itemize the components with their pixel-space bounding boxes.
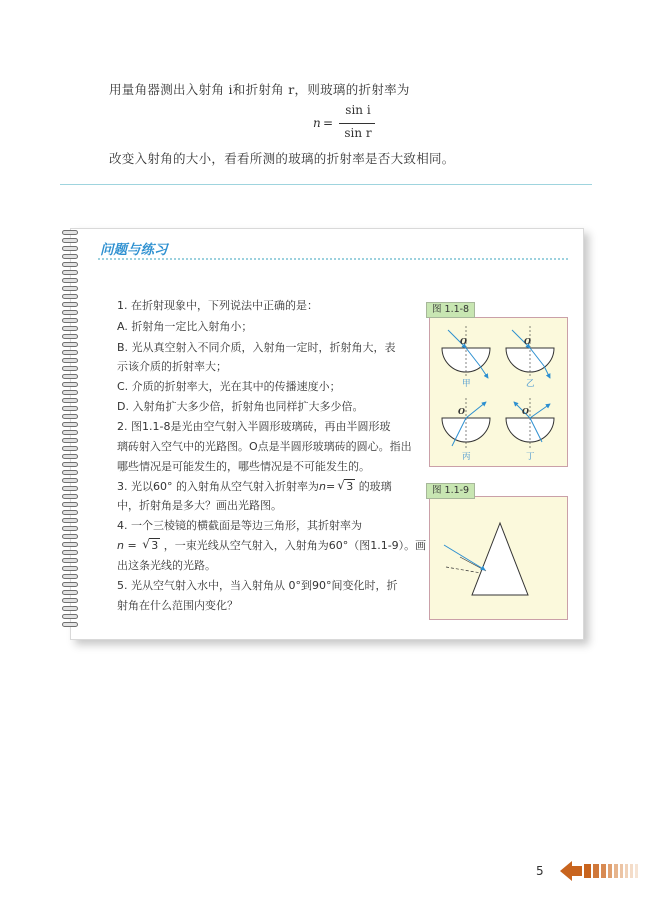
spiral-ring [62,502,78,507]
question-4-line-2 [117,537,426,553]
spiral-ring [62,614,78,619]
q3-radicand: 3 [346,480,354,493]
section-divider [60,184,592,185]
spiral-ring [62,526,78,531]
question-line: 示该介质的折射率大； [117,360,227,373]
q3-text-after: 的玻璃 [358,480,392,493]
question-line: 璃砖射入空气中的光路图。O点是半圆形玻璃砖的圆心。指出 [117,440,412,453]
intro-text-line-2: 改变入射角的大小，看看所测的玻璃的折射率是否大致相同。 [109,151,455,166]
diagram-bing [442,398,490,462]
center-label-o: O [524,336,531,346]
spiral-ring [62,518,78,523]
spiral-ring [62,438,78,443]
center-label-o: O [522,406,529,416]
spiral-ring [62,302,78,307]
spiral-ring [62,374,78,379]
spiral-ring [62,246,78,251]
question-line: C. 介质的折射率大，光在其中的传播速度小； [117,380,341,393]
spiral-ring [62,238,78,243]
spiral-ring [62,486,78,491]
spiral-ring [62,262,78,267]
question-line: 1. 在折射现象中，下列说法中正确的是： [117,299,318,312]
spiral-ring [62,430,78,435]
spiral-ring [62,382,78,387]
spiral-ring [62,582,78,587]
q3-text-before: 3. 光以60° 的入射角从空气射入折射率为 [117,480,319,493]
spiral-ring [62,254,78,259]
figure-label: 图 1.1-9 [426,483,475,499]
spiral-ring [62,334,78,339]
q3-eq: = [325,480,336,493]
fraction-bar [339,123,375,124]
spiral-ring [62,310,78,315]
spiral-ring [62,398,78,403]
incident-ray [444,545,485,570]
question-4-line-3: 出这条光线的光路。 [117,559,216,572]
diagram-jia [442,326,490,389]
question-line: 哪些情况是可能发生的，哪些情况是不可能发生的。 [117,460,370,473]
intro-text-line-1: 用量角器测出入射角 i和折射角 r，则玻璃的折射率为 [109,82,410,97]
panel-title: 问题与练习 [100,242,168,258]
spiral-ring [62,558,78,563]
spiral-ring [62,606,78,611]
spiral-ring [62,510,78,515]
figure-1-1-8 [429,317,568,467]
spiral-ring [62,366,78,371]
spiral-ring [62,286,78,291]
equilateral-prism [472,523,528,595]
question-line: 2. 图1.1-8是光由空气射入半圆形玻璃砖，再由半圆形玻 [117,420,391,433]
spiral-ring [62,326,78,331]
center-label-o: O [460,336,467,346]
diagram-yi [506,326,554,389]
spiral-ring [62,494,78,499]
spiral-ring [62,278,78,283]
question-5-line-2: 射角在什么范围内变化？ [117,599,238,612]
spiral-ring [62,566,78,571]
semicircle-glass-diagram [430,318,567,466]
spiral-ring [62,462,78,467]
q4-radicand: 3 [151,539,159,552]
spiral-ring [62,390,78,395]
spiral-ring [62,414,78,419]
figure-1-1-9 [429,496,568,620]
spiral-ring [62,534,78,539]
question-3-line-1 [117,478,392,494]
spiral-ring [62,454,78,459]
spiral-ring [62,574,78,579]
question-5-line-1: 5. 光从空气射入水中，当入射角从 0°到90°间变化时，折 [117,579,398,592]
spiral-ring [62,270,78,275]
q3-n: n [318,480,326,493]
formula-denominator: sin r [344,126,372,140]
question-3-line-2: 中，折射角是多大？画出光路图。 [117,499,282,512]
page-number: 5 [536,864,544,878]
spiral-ring [62,550,78,555]
caption-bing: 丙 [462,452,471,462]
figure-label: 图 1.1-8 [426,302,475,318]
spiral-ring [62,358,78,363]
sqrt-symbol: √ 3 [337,478,354,493]
spiral-ring [62,422,78,427]
caption-ding: 丁 [526,452,535,462]
spiral-ring [62,342,78,347]
q4-text-after: ，一束光线从空气射入，入射角为60°（图1.1-9）。画 [163,539,427,552]
question-line: D. 入射角扩大多少倍，折射角也同样扩大多少倍。 [117,400,364,413]
q4-n: n [117,539,124,552]
spiral-ring [62,406,78,411]
formula-lhs: n [313,116,321,130]
spiral-ring [62,446,78,451]
spiral-ring [62,350,78,355]
spiral-ring [62,294,78,299]
formula-numerator: sin i [345,103,371,117]
spiral-ring [62,318,78,323]
caption-jia: 甲 [462,379,471,389]
diagram-ding [506,398,554,462]
caption-yi: 乙 [526,379,535,389]
prism-diagram [430,497,567,619]
q4-eq: = [127,539,137,552]
spiral-ring [62,470,78,475]
question-line: A. 折射角一定比入射角小； [117,320,253,333]
formula-equals: = [323,116,334,130]
spiral-ring [62,542,78,547]
sqrt-symbol: √ 3 [142,537,159,552]
spiral-ring [62,478,78,483]
page-nav-arrow-icon[interactable] [560,859,650,883]
notebook-spiral-binding [62,230,78,634]
question-4-line-1: 4. 一个三棱镜的横截面是等边三角形，其折射率为 [117,519,362,532]
spiral-ring [62,590,78,595]
question-line: B. 光从真空射入不同介质，入射角一定时，折射角大，表 [117,341,396,354]
title-dotted-divider [98,258,568,260]
spiral-ring [62,598,78,603]
spiral-ring [62,230,78,235]
spiral-ring [62,622,78,627]
refractive-index-formula [311,103,381,145]
center-label-o: O [458,406,465,416]
